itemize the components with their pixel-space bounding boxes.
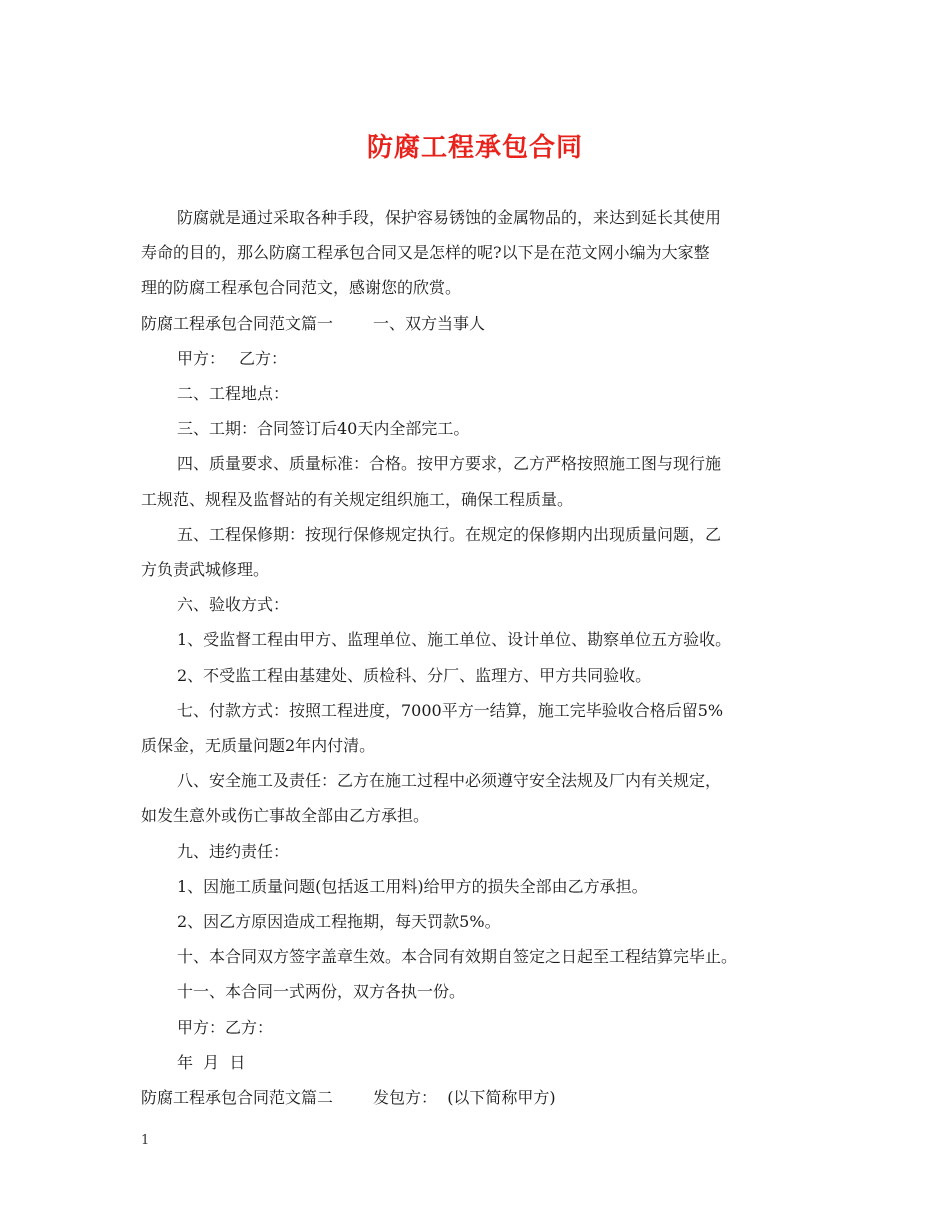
clause-4-line-2: 工规范、规程及监督站的有关规定组织施工，确保工程质量。 <box>141 489 574 509</box>
clause-6-item-2: 2、不受监工程由基建处、质检科、分厂、监理方、甲方共同验收。 <box>177 665 652 685</box>
intro-line-2: 寿命的目的，那么防腐工程承包合同又是怎样的呢?以下是在范文网小编为大家整 <box>141 243 710 263</box>
section-2-first-clause: 发包方： (以下简称甲方) <box>373 1088 556 1108</box>
clause-8-line-2: 如发生意外或伤亡事故全部由乙方承担。 <box>141 806 430 826</box>
clause-3: 三、工期：合同签订后40天内全部完工。 <box>177 419 470 439</box>
clause-2: 二、工程地点： <box>177 384 290 404</box>
document-title: 防腐工程承包合同 <box>366 133 583 163</box>
clause-6-item-1: 1、受监督工程由甲方、监理单位、施工单位、设计单位、勘察单位五方验收。 <box>177 630 732 650</box>
intro-line-3: 理的防腐工程承包合同范文，感谢您的欣赏。 <box>141 278 462 298</box>
signature-parties: 甲方：乙方： <box>177 1017 274 1037</box>
section-2-heading: 防腐工程承包合同范文篇二 <box>141 1088 334 1108</box>
section-1-heading: 防腐工程承包合同范文篇一 <box>141 313 334 333</box>
clause-6: 六、验收方式： <box>177 595 290 615</box>
signature-date: 年 月 日 <box>177 1052 246 1072</box>
section-1-line <box>141 306 821 341</box>
clause-5-line-1: 五、工程保修期：按现行保修规定执行。在规定的保修期内出现质量问题，乙 <box>177 524 722 544</box>
party-a-label: 甲方： <box>177 348 226 368</box>
parties-line <box>141 341 821 376</box>
section-2-line <box>141 1080 821 1115</box>
page-number: 1 <box>141 1133 150 1148</box>
clause-10: 十、本合同双方签字盖章生效。本合同有效期自签定之日起至工程结算完毕止。 <box>177 947 738 967</box>
clause-5-line-2: 方负责武城修理。 <box>141 560 270 580</box>
clause-7-line-2: 质保金，无质量问题2年内付清。 <box>141 736 376 756</box>
document-body <box>141 200 821 1115</box>
clause-9-item-1: 1、因施工质量问题(包括返工用料)给甲方的损失全部由乙方承担。 <box>177 876 648 896</box>
clause-9-item-2: 2、因乙方原因造成工程拖期，每天罚款5%。 <box>177 912 501 932</box>
intro-line-1: 防腐就是通过采取各种手段，保护容易锈蚀的金属物品的，来达到延长其使用 <box>177 208 722 227</box>
clause-4-line-1: 四、质量要求、质量标准：合格。按甲方要求，乙方严格按照施工图与现行施 <box>177 454 722 474</box>
clause-8-line-1: 八、安全施工及责任：乙方在施工过程中必须遵守安全法规及厂内有关规定， <box>177 771 722 791</box>
party-b-label: 乙方： <box>239 348 288 368</box>
clause-1-heading: 一、双方当事人 <box>373 313 486 333</box>
clause-11: 十一、本合同一式两份，双方各执一份。 <box>177 982 466 1002</box>
clause-7-line-1: 七、付款方式：按照工程进度，7000平方一结算，施工完毕验收合格后留5% <box>177 700 724 720</box>
clause-9: 九、违约责任： <box>177 841 290 861</box>
